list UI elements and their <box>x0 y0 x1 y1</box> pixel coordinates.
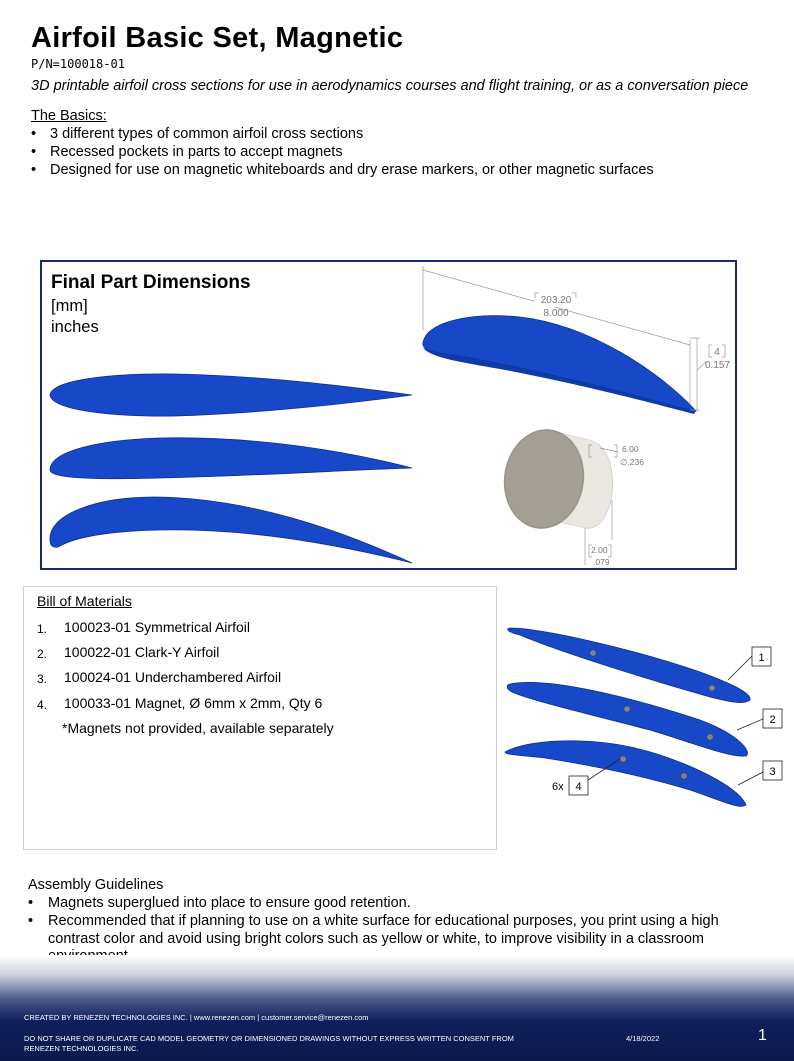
dimensions-title: Final Part Dimensions <box>51 272 251 293</box>
airfoil-thickness-in: 0.157 <box>705 360 731 371</box>
callout-label-3: 3 <box>769 766 776 778</box>
clark-y-airfoil-profile <box>50 438 412 479</box>
bom-item-text: 100023-01 Symmetrical Airfoil <box>64 619 250 635</box>
page-title: Airfoil Basic Set, Magnetic <box>31 22 404 54</box>
bom-item-text: 100024-01 Underchambered Airfoil <box>64 669 282 685</box>
underchambered-airfoil-profile <box>50 497 412 563</box>
basics-item-text: Designed for use on magnetic whiteboards and dry erase markers, or other magnetic surfaces <box>50 162 654 178</box>
airfoil-length-mm: 203.20 <box>540 295 572 306</box>
bom-heading: Bill of Materials <box>37 593 132 609</box>
callout-label-2: 2 <box>769 714 776 726</box>
bom-note: *Magnets not provided, available separately <box>62 720 334 736</box>
airfoil-length-in: 8.000 <box>543 308 569 319</box>
magnet-diameter-in: ∅.236 <box>620 457 644 467</box>
part-number: P/N=100018-01 <box>31 57 125 71</box>
bom-item-number: 2. <box>37 647 48 661</box>
footer-warning-line-2: RENEZEN TECHNOLOGIES INC. <box>24 1044 139 1053</box>
page-subtitle: 3D printable airfoil cross sections for use in aerodynamics courses and flight training, or as a conversation piece <box>31 78 749 94</box>
bom-item-number: 3. <box>37 672 48 686</box>
bom-item-number: 4. <box>37 698 48 712</box>
assembly-item-continuation: contrast color and avoid using bright colors such as yellow or white, to improve visibility in a classroom <box>48 931 705 947</box>
dimensions-unit-inches: inches <box>51 318 99 336</box>
magnet-thickness-mm: 2.00 <box>591 545 608 555</box>
basics-item-text: 3 different types of common airfoil cross sections <box>50 126 364 142</box>
bom-item-text: 100022-01 Clark-Y Airfoil <box>64 644 220 660</box>
callout-label-1: 1 <box>758 652 765 664</box>
magnet-cylinder <box>497 424 612 534</box>
dimensions-unit-mm: [mm] <box>51 297 88 315</box>
bom-item-text: 100033-01 Magnet, Ø 6mm x 2mm, Qty 6 <box>64 695 323 711</box>
magnet-thickness-in: .079 <box>593 557 610 567</box>
isometric-airfoil <box>423 316 696 414</box>
magnet-diameter-mm: 6.00 <box>622 444 639 454</box>
callout-label-4: 4 <box>575 781 582 793</box>
airfoil-thickness-mm: 4 <box>714 347 720 358</box>
footer-warning-line-1: DO NOT SHARE OR DUPLICATE CAD MODEL GEOMETRY OR DIMENSIONED DRAWINGS WITHOUT EXPRESS WRITTEN CONSENT FROM <box>24 1034 514 1043</box>
bom-item-number: 1. <box>37 622 48 636</box>
basics-item-text: Recessed pockets in parts to accept magnets <box>50 144 343 160</box>
page-number: 1 <box>758 1027 767 1044</box>
footer-date: 4/18/2022 <box>626 1034 660 1043</box>
assembly-item-text: Recommended that if planning to use on a white surface for educational purposes, you print using a high <box>48 913 719 929</box>
symmetrical-airfoil-profile <box>50 374 412 416</box>
bom-airfoil-3 <box>505 741 746 807</box>
basics-heading: The Basics: <box>31 108 107 124</box>
assembly-heading: Assembly Guidelines <box>28 877 164 893</box>
footer-credit: CREATED BY RENEZEN TECHNOLOGIES INC. | www.renezen.com | customer.service@renezen.com <box>24 1013 369 1022</box>
assembly-item-text: Magnets superglued into place to ensure good retention. <box>48 895 411 911</box>
magnet-qty-label: 6x <box>552 781 564 793</box>
